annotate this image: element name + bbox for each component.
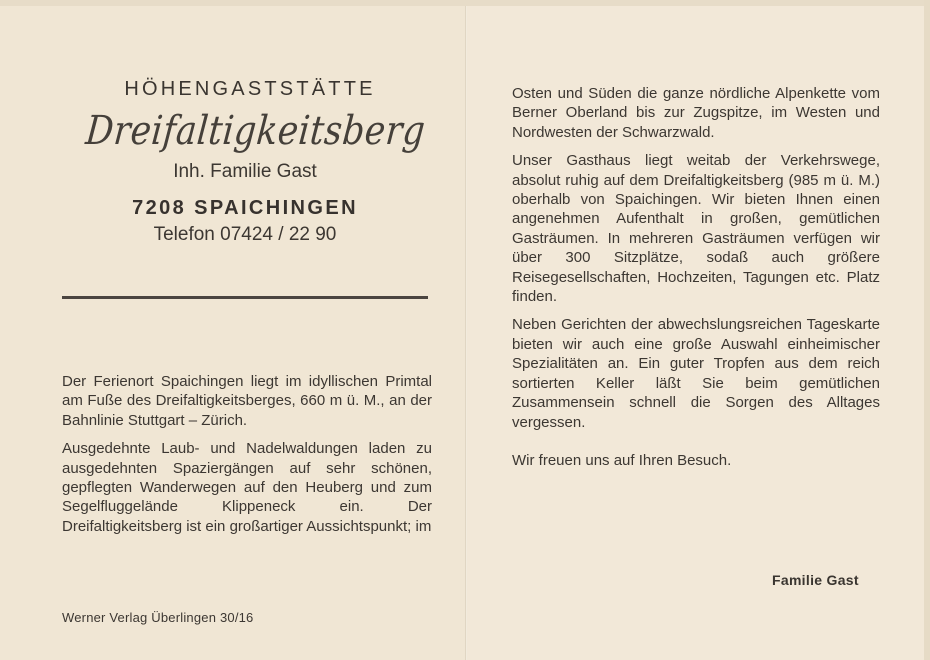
left-body-text	[62, 372, 432, 536]
header-divider	[62, 296, 428, 299]
right-paragraph: Neben Gerichten der abwechslungsreichen Tageskarte bieten wir auch eine große Auswahl einheimischer Spezialitäten an. Ein guter Tropfen aus dem reich sortierten Keller läßt Sie beim gemütlichen Zusammensein schnell die Sorgen des Alltages vergessen.	[512, 316, 880, 431]
letterhead	[60, 78, 430, 246]
publisher-imprint: Werner Verlag Überlingen 30/16	[62, 610, 254, 625]
right-paragraph: Unser Gasthaus liegt weitab der Verkehrswege, absolut ruhig auf dem Dreifaltigkeitsberg (985 m ü. M.) oberhalb von Spaichingen. Wir bieten Ihnen einen angenehmen Aufenthalt in großen, gemütlichen Gasträumen. In mehreren Gasträumen verfügen wir über 300 Sitzplätze, sodaß auch größere Reisegesellschaften, Hochzeiten, Tagungen etc. Platz finden.	[512, 152, 880, 306]
right-body-text	[512, 84, 880, 470]
phone-line: Telefon 07424 / 22 90	[153, 224, 337, 245]
script-hotel-name: Dreifaltigkeitsberg	[83, 108, 428, 154]
card-top-edge	[0, 0, 930, 6]
left-paragraph: Ausgedehnte Laub- und Nadelwaldungen laden zu ausgedehnten Spaziergängen auf sehr schönen, gepflegten Wanderwegen auf den Heuberg und zum Segelfluggelände Klippeneck ein. Der Dreifaltigkeitsberg ist ein großartiger Aussichtspunkt; im	[62, 440, 432, 535]
card-right-edge	[924, 0, 930, 660]
right-paragraph: Osten und Süden die ganze nördliche Alpenkette vom Berner Oberland bis zur Zugspitze, im Westen und Nordwesten der Schwarzwald.	[512, 85, 880, 141]
left-paragraph: Der Ferienort Spaichingen liegt im idyllischen Primtal am Fuße des Dreifaltigkeitsberges, 660 m ü. M., an der Bahnlinie Stuttgart – Zürich.	[62, 373, 432, 429]
owner-line: Inh. Familie Gast	[173, 161, 317, 182]
card-fold	[465, 0, 467, 660]
town-line: 7208 SPAICHINGEN	[132, 197, 358, 219]
signature: Familie Gast	[772, 572, 859, 588]
hotel-name: HÖHENGASTSTÄTTE	[124, 78, 376, 100]
closing-line: Wir freuen uns auf Ihren Besuch.	[512, 451, 732, 469]
